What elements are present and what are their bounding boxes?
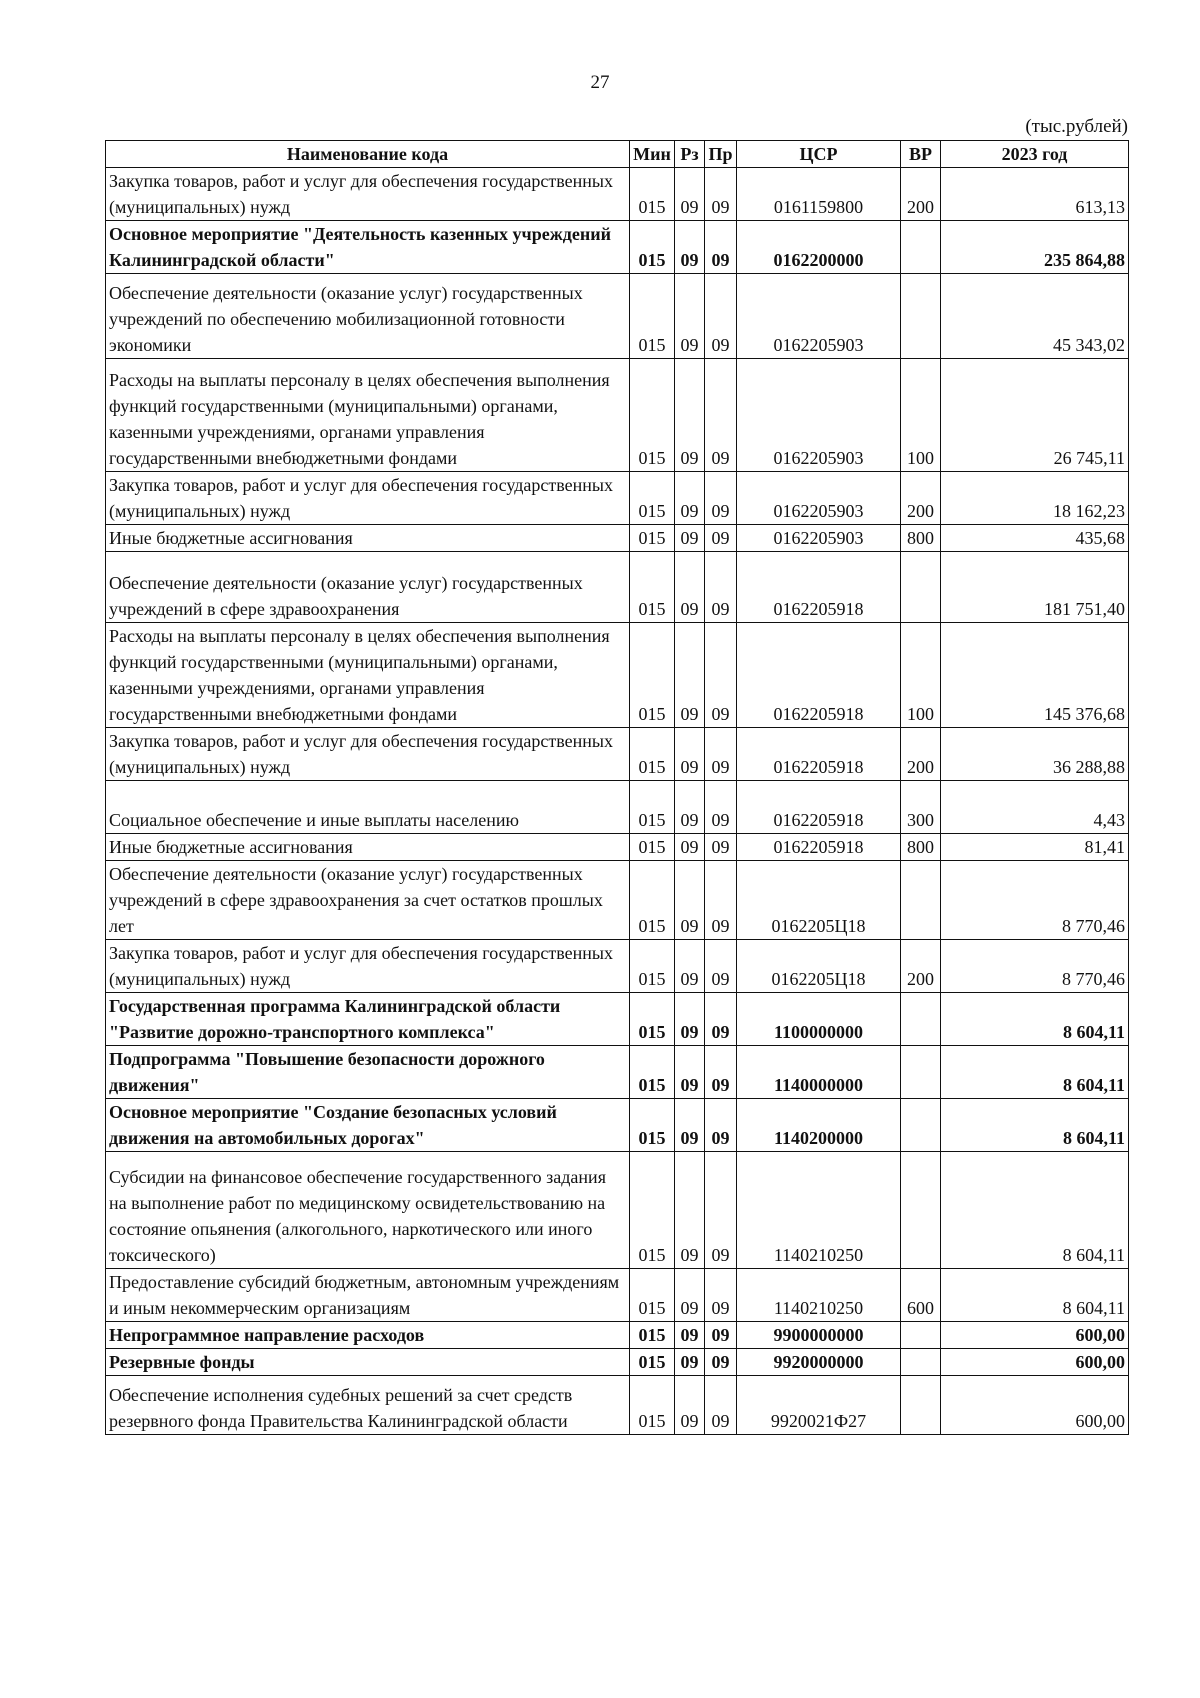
cell-csr: 0162205Ц18 [737, 940, 901, 993]
cell-amount: 45 343,02 [941, 274, 1129, 359]
table-row [106, 1376, 1129, 1435]
table-header-row [106, 141, 1129, 168]
header-name: Наименование кода [106, 141, 630, 168]
budget-table [105, 140, 1129, 1435]
cell-min: 015 [630, 472, 675, 525]
cell-pr: 09 [705, 623, 737, 728]
cell-csr: 9920021Ф27 [737, 1376, 901, 1435]
cell-min: 015 [630, 359, 675, 472]
cell-pr: 09 [705, 728, 737, 781]
cell-vr [901, 1376, 941, 1435]
cell-amount: 18 162,23 [941, 472, 1129, 525]
cell-pr: 09 [705, 274, 737, 359]
table-row [106, 940, 1129, 993]
cell-vr: 200 [901, 940, 941, 993]
table-row [106, 472, 1129, 525]
cell-pr: 09 [705, 472, 737, 525]
cell-vr: 800 [901, 834, 941, 861]
cell-csr: 0162205918 [737, 623, 901, 728]
cell-csr: 1140210250 [737, 1152, 901, 1269]
cell-rz: 09 [675, 1152, 705, 1269]
table-row [106, 221, 1129, 274]
cell-pr: 09 [705, 834, 737, 861]
cell-name: Непрограммное направление расходов [106, 1322, 630, 1349]
table-row [106, 274, 1129, 359]
table-row [106, 728, 1129, 781]
cell-amount: 81,41 [941, 834, 1129, 861]
cell-csr: 0162205918 [737, 781, 901, 834]
cell-amount: 600,00 [941, 1376, 1129, 1435]
cell-pr: 09 [705, 1322, 737, 1349]
cell-name: Субсидии на финансовое обеспечение государственного задания на выполнение работ по медицинскому освидетельствованию на состояние опьянения (алкогольного, наркотического или иного токсического) [106, 1152, 630, 1269]
cell-min: 015 [630, 274, 675, 359]
cell-pr: 09 [705, 1349, 737, 1376]
table-row [106, 1322, 1129, 1349]
cell-min: 015 [630, 993, 675, 1046]
table-row [106, 993, 1129, 1046]
cell-name: Расходы на выплаты персоналу в целях обеспечения выполнения функций государственными (муниципальными) органами, казенными учреждениями, органами управления государственными внебюджетными фондами [106, 359, 630, 472]
cell-rz: 09 [675, 552, 705, 623]
cell-min: 015 [630, 1152, 675, 1269]
cell-min: 015 [630, 1046, 675, 1099]
cell-pr: 09 [705, 168, 737, 221]
cell-min: 015 [630, 940, 675, 993]
cell-vr: 100 [901, 623, 941, 728]
cell-rz: 09 [675, 1046, 705, 1099]
cell-pr: 09 [705, 359, 737, 472]
cell-amount: 145 376,68 [941, 623, 1129, 728]
cell-name: Государственная программа Калининградской области "Развитие дорожно-транспортного комплекса" [106, 993, 630, 1046]
cell-min: 015 [630, 168, 675, 221]
cell-vr: 200 [901, 168, 941, 221]
cell-pr: 09 [705, 1099, 737, 1152]
cell-csr: 0162205Ц18 [737, 861, 901, 940]
cell-rz: 09 [675, 993, 705, 1046]
cell-name: Иные бюджетные ассигнования [106, 834, 630, 861]
cell-amount: 8 770,46 [941, 861, 1129, 940]
table-row [106, 623, 1129, 728]
cell-csr: 1140200000 [737, 1099, 901, 1152]
cell-rz: 09 [675, 834, 705, 861]
header-csr: ЦСР [737, 141, 901, 168]
header-amount: 2023 год [941, 141, 1129, 168]
cell-name: Социальное обеспечение и иные выплаты населению [106, 781, 630, 834]
cell-name: Основное мероприятие "Создание безопасных условий движения на автомобильных дорогах" [106, 1099, 630, 1152]
cell-vr: 200 [901, 728, 941, 781]
cell-name: Закупка товаров, работ и услуг для обеспечения государственных (муниципальных) нужд [106, 728, 630, 781]
cell-amount: 600,00 [941, 1349, 1129, 1376]
header-min: Мин [630, 141, 675, 168]
cell-csr: 1100000000 [737, 993, 901, 1046]
cell-vr [901, 1046, 941, 1099]
cell-amount: 435,68 [941, 525, 1129, 552]
cell-vr [901, 274, 941, 359]
cell-min: 015 [630, 623, 675, 728]
cell-name: Подпрограмма "Повышение безопасности дорожного движения" [106, 1046, 630, 1099]
cell-csr: 1140000000 [737, 1046, 901, 1099]
cell-vr [901, 552, 941, 623]
cell-rz: 09 [675, 1349, 705, 1376]
cell-amount: 600,00 [941, 1322, 1129, 1349]
cell-pr: 09 [705, 940, 737, 993]
table-row [106, 168, 1129, 221]
cell-amount: 8 604,11 [941, 1269, 1129, 1322]
cell-pr: 09 [705, 1376, 737, 1435]
cell-rz: 09 [675, 525, 705, 552]
cell-rz: 09 [675, 1322, 705, 1349]
cell-amount: 613,13 [941, 168, 1129, 221]
table-row [106, 1269, 1129, 1322]
cell-vr [901, 1322, 941, 1349]
cell-vr: 300 [901, 781, 941, 834]
cell-pr: 09 [705, 1269, 737, 1322]
cell-pr: 09 [705, 861, 737, 940]
cell-rz: 09 [675, 274, 705, 359]
cell-amount: 8 770,46 [941, 940, 1129, 993]
cell-csr: 0162205903 [737, 472, 901, 525]
cell-rz: 09 [675, 1376, 705, 1435]
cell-vr [901, 1099, 941, 1152]
cell-rz: 09 [675, 940, 705, 993]
table-row [106, 359, 1129, 472]
cell-name: Резервные фонды [106, 1349, 630, 1376]
cell-pr: 09 [705, 1152, 737, 1269]
cell-rz: 09 [675, 221, 705, 274]
cell-amount: 181 751,40 [941, 552, 1129, 623]
header-vr: ВР [901, 141, 941, 168]
cell-amount: 26 745,11 [941, 359, 1129, 472]
cell-name: Предоставление субсидий бюджетным, автономным учреждениям и иным некоммерческим организациям [106, 1269, 630, 1322]
cell-pr: 09 [705, 1046, 737, 1099]
cell-min: 015 [630, 221, 675, 274]
table-row [106, 525, 1129, 552]
cell-min: 015 [630, 1269, 675, 1322]
table-row [106, 1349, 1129, 1376]
cell-pr: 09 [705, 552, 737, 623]
cell-amount: 8 604,11 [941, 993, 1129, 1046]
cell-name: Закупка товаров, работ и услуг для обеспечения государственных (муниципальных) нужд [106, 472, 630, 525]
cell-amount: 235 864,88 [941, 221, 1129, 274]
cell-name: Закупка товаров, работ и услуг для обеспечения государственных (муниципальных) нужд [106, 168, 630, 221]
table-row [106, 781, 1129, 834]
cell-name: Обеспечение деятельности (оказание услуг) государственных учреждений в сфере здравоохранения [106, 552, 630, 623]
cell-min: 015 [630, 861, 675, 940]
cell-amount: 36 288,88 [941, 728, 1129, 781]
table-row [106, 1046, 1129, 1099]
cell-csr: 0161159800 [737, 168, 901, 221]
cell-name: Обеспечение деятельности (оказание услуг) государственных учреждений в сфере здравоохранения за счет остатков прошлых лет [106, 861, 630, 940]
cell-csr: 0162205903 [737, 525, 901, 552]
cell-vr [901, 1349, 941, 1376]
cell-rz: 09 [675, 1099, 705, 1152]
cell-amount: 8 604,11 [941, 1046, 1129, 1099]
cell-amount: 4,43 [941, 781, 1129, 834]
cell-name: Закупка товаров, работ и услуг для обеспечения государственных (муниципальных) нужд [106, 940, 630, 993]
table-row [106, 861, 1129, 940]
table-row [106, 552, 1129, 623]
cell-csr: 9920000000 [737, 1349, 901, 1376]
cell-rz: 09 [675, 359, 705, 472]
cell-amount: 8 604,11 [941, 1099, 1129, 1152]
cell-min: 015 [630, 834, 675, 861]
cell-name: Иные бюджетные ассигнования [106, 525, 630, 552]
cell-rz: 09 [675, 168, 705, 221]
units-label: (тыс.рублей) [1025, 116, 1128, 137]
cell-csr: 9900000000 [737, 1322, 901, 1349]
cell-pr: 09 [705, 781, 737, 834]
cell-rz: 09 [675, 781, 705, 834]
cell-min: 015 [630, 1376, 675, 1435]
cell-pr: 09 [705, 221, 737, 274]
cell-vr: 100 [901, 359, 941, 472]
cell-csr: 0162205903 [737, 274, 901, 359]
cell-name: Обеспечение деятельности (оказание услуг) государственных учреждений по обеспечению мобилизационной готовности экономики [106, 274, 630, 359]
cell-name: Расходы на выплаты персоналу в целях обеспечения выполнения функций государственными (муниципальными) органами, казенными учреждениями, органами управления государственными внебюджетными фондами [106, 623, 630, 728]
cell-vr [901, 221, 941, 274]
cell-name: Основное мероприятие "Деятельность казенных учреждений Калининградской области" [106, 221, 630, 274]
cell-csr: 1140210250 [737, 1269, 901, 1322]
cell-csr: 0162205918 [737, 834, 901, 861]
cell-amount: 8 604,11 [941, 1152, 1129, 1269]
cell-vr: 800 [901, 525, 941, 552]
table-row [106, 834, 1129, 861]
cell-min: 015 [630, 781, 675, 834]
page-number: 27 [590, 72, 610, 93]
cell-rz: 09 [675, 472, 705, 525]
cell-pr: 09 [705, 525, 737, 552]
cell-csr: 0162200000 [737, 221, 901, 274]
table-row [106, 1152, 1129, 1269]
cell-vr [901, 1152, 941, 1269]
cell-csr: 0162205918 [737, 552, 901, 623]
cell-rz: 09 [675, 728, 705, 781]
header-rz: Рз [675, 141, 705, 168]
cell-csr: 0162205903 [737, 359, 901, 472]
cell-name: Обеспечение исполнения судебных решений за счет средств резервного фонда Правительства Калининградской области [106, 1376, 630, 1435]
cell-pr: 09 [705, 993, 737, 1046]
cell-rz: 09 [675, 861, 705, 940]
table-row [106, 1099, 1129, 1152]
cell-vr: 600 [901, 1269, 941, 1322]
cell-csr: 0162205918 [737, 728, 901, 781]
cell-min: 015 [630, 1099, 675, 1152]
cell-rz: 09 [675, 1269, 705, 1322]
cell-min: 015 [630, 728, 675, 781]
cell-min: 015 [630, 1322, 675, 1349]
table-body [106, 168, 1129, 1435]
cell-rz: 09 [675, 623, 705, 728]
cell-min: 015 [630, 1349, 675, 1376]
header-pr: Пр [705, 141, 737, 168]
cell-vr: 200 [901, 472, 941, 525]
cell-vr [901, 993, 941, 1046]
cell-min: 015 [630, 525, 675, 552]
cell-vr [901, 861, 941, 940]
cell-min: 015 [630, 552, 675, 623]
